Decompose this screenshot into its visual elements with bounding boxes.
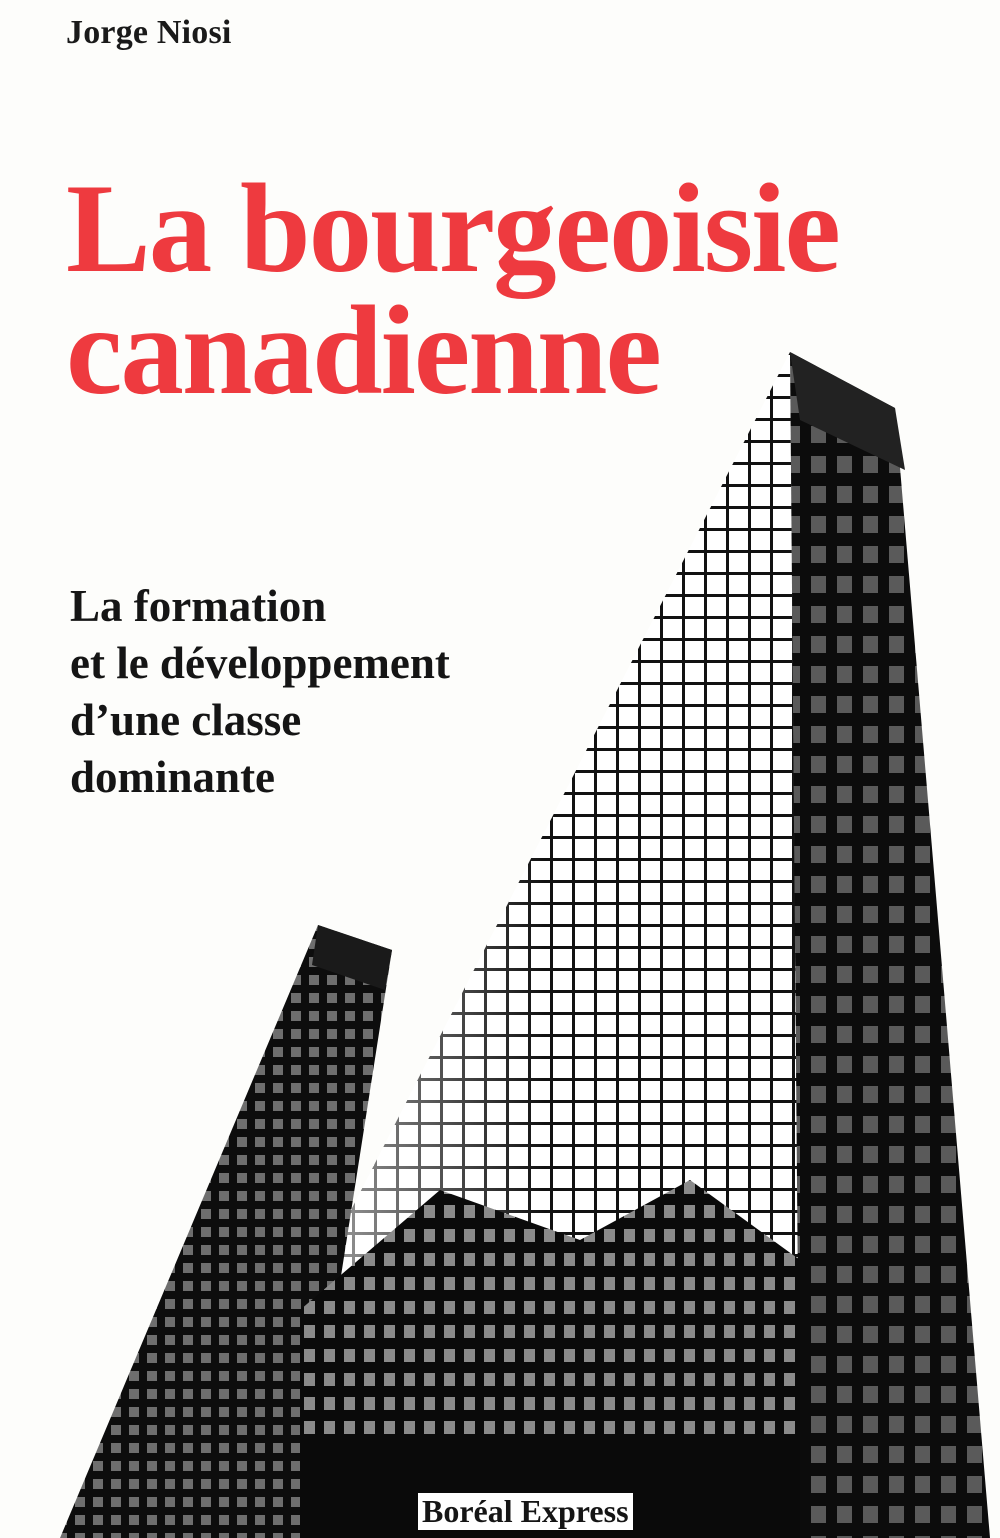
author-name: Jorge Niosi [66,14,232,51]
book-title [66,159,839,421]
book-subtitle [70,578,450,806]
subtitle-line-3: d’une classe [70,695,302,745]
title-line-2: canadienne [66,281,660,421]
title-line-1: La bourgeoisie [66,159,839,299]
publisher-name: Boréal Express [418,1493,633,1530]
subtitle-line-2: et le développement [70,638,450,688]
tower-side-face [790,352,990,1538]
subtitle-line-4: dominante [70,752,276,802]
subtitle-line-1: La formation [70,581,327,631]
